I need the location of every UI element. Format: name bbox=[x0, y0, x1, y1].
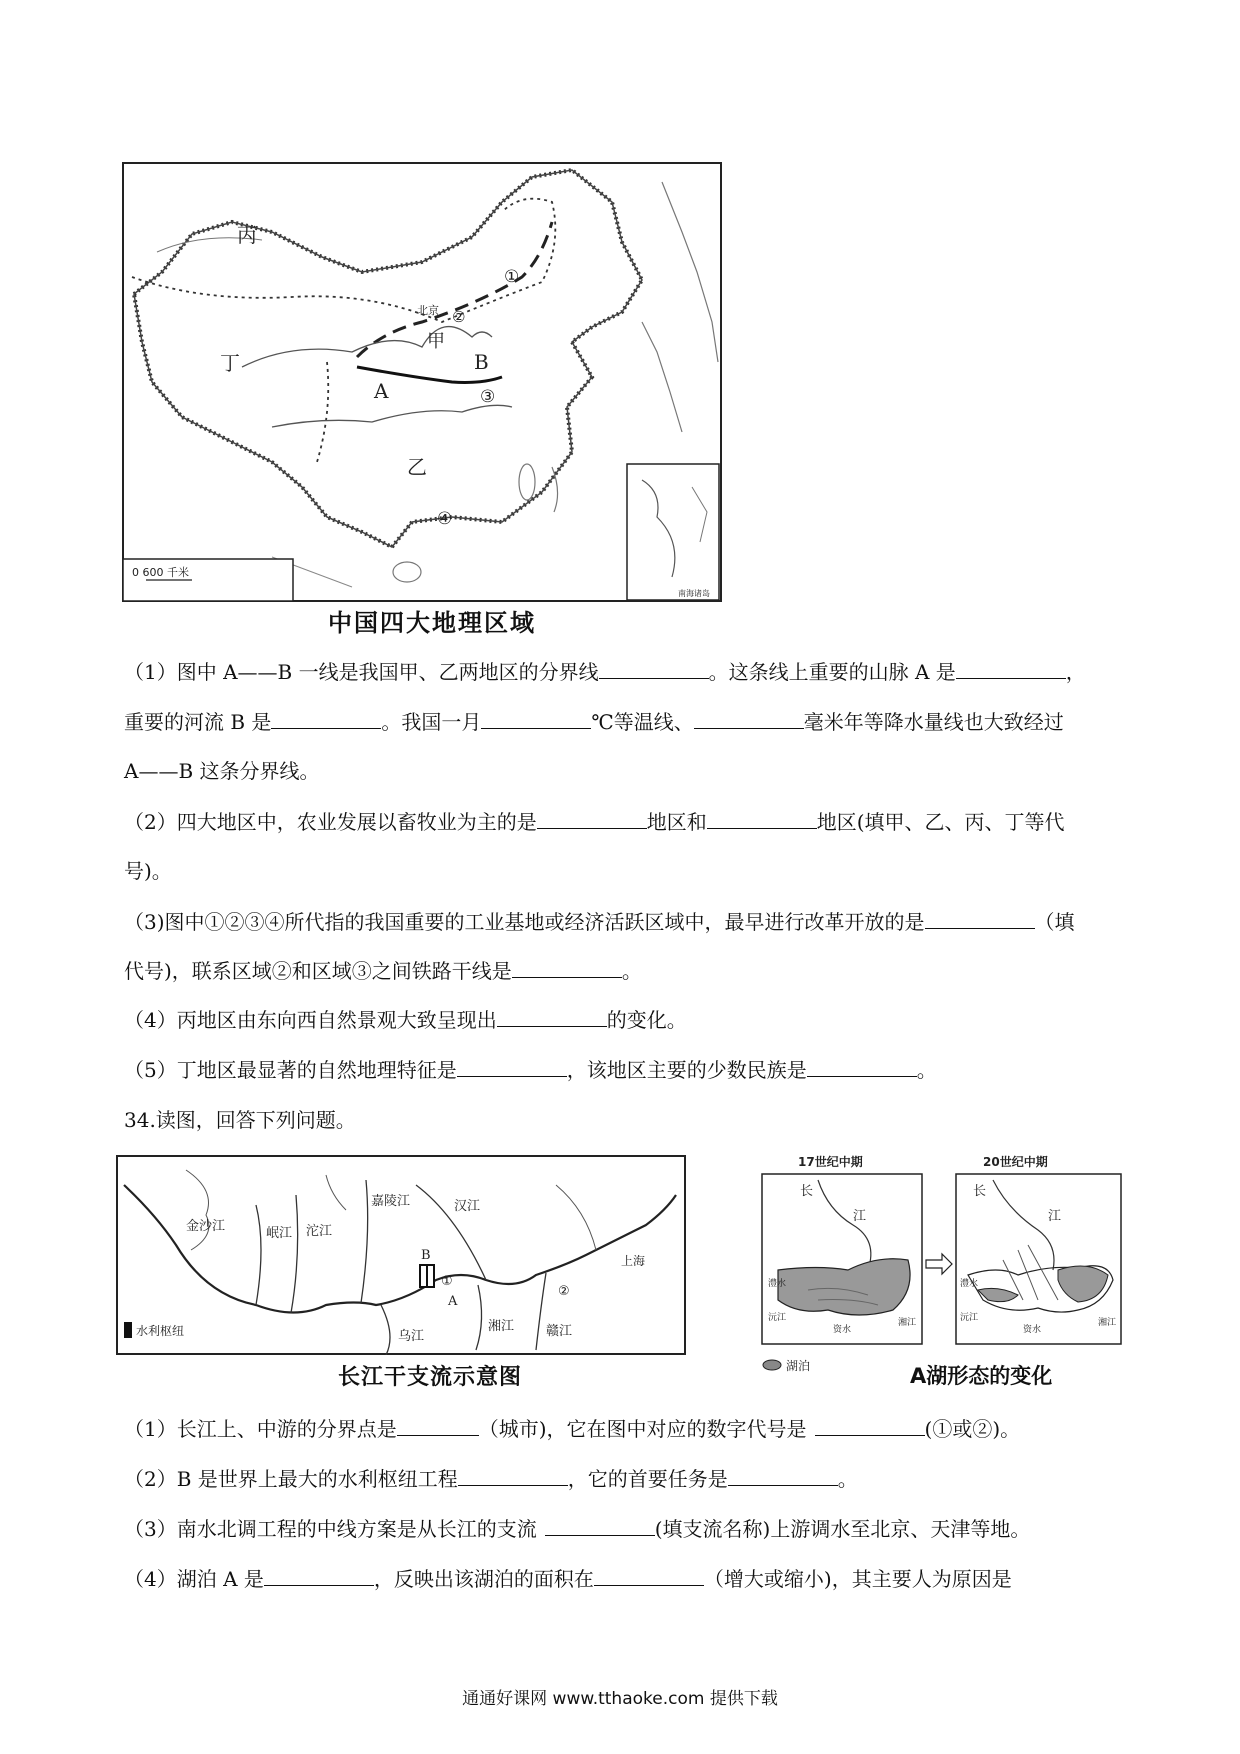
yangtze-map-caption: 长江干支流示意图 bbox=[338, 1365, 523, 1390]
blank-division-city[interactable] bbox=[397, 1415, 479, 1436]
yangtze-map bbox=[116, 1155, 686, 1355]
blank-tributary[interactable] bbox=[545, 1515, 655, 1536]
label-min: 岷江 bbox=[266, 1226, 293, 1241]
legend-dam: 水利枢纽 bbox=[136, 1324, 185, 1338]
footer: 通通好课网 www.tthaoke.com 提供下载 bbox=[462, 1689, 778, 1709]
label-circle-2: ② bbox=[558, 1284, 570, 1299]
blank-landscape-change[interactable] bbox=[497, 1006, 607, 1027]
lake-right-chang: 长 bbox=[973, 1184, 987, 1199]
label-circle-3: ③ bbox=[480, 387, 496, 407]
blank-mountain-a[interactable] bbox=[956, 658, 1066, 679]
blank-pastoral-1[interactable] bbox=[537, 808, 647, 829]
q33-part3-line1: （3)图中①②③④所代指的我国重要的工业基地或经济活跃区域中，最早进行改革开放的是 （填 bbox=[124, 910, 1075, 934]
q33-part4: （4）丙地区由东向西自然景观大致呈现出 的变化。 bbox=[124, 1008, 687, 1032]
lake-left-zi: 资水 bbox=[833, 1325, 852, 1335]
lake-right-yuan: 沅江 bbox=[960, 1313, 979, 1323]
lake-left-xiang: 湘江 bbox=[898, 1318, 917, 1328]
blank-railway[interactable] bbox=[512, 957, 622, 978]
label-dam-b: B bbox=[421, 1248, 431, 1263]
lake-comparison bbox=[758, 1150, 1128, 1380]
china-regions-map bbox=[122, 162, 722, 602]
label-xiang: 湘江 bbox=[488, 1319, 515, 1334]
q34-part4: （4）湖泊 A 是 ，反映出该湖泊的面积在 （增大或缩小)，其主要人为原因是 bbox=[124, 1567, 1012, 1591]
q33-part2-line1: （2）四大地区中，农业发展以畜牧业为主的是 地区和 地区(填甲、乙、丙、丁等代 bbox=[124, 810, 1065, 834]
lake-left-li: 澧水 bbox=[768, 1279, 787, 1289]
blank-reform-region[interactable] bbox=[925, 908, 1035, 929]
label-b: B bbox=[474, 350, 489, 374]
q33-part1-line3: A——B 这条分界线。 bbox=[124, 759, 320, 783]
lake-right-jiang: 江 bbox=[1048, 1209, 1062, 1224]
blank-lake-name[interactable] bbox=[264, 1565, 374, 1586]
label-circle-2: ② bbox=[452, 308, 466, 326]
blank-isotherm[interactable] bbox=[481, 708, 591, 729]
blank-dam-task[interactable] bbox=[728, 1465, 838, 1486]
map-scale: 0 600 千米 bbox=[132, 566, 189, 579]
lake-right-zi: 资水 bbox=[1023, 1325, 1042, 1335]
inset-label: 南海诸岛 bbox=[678, 589, 710, 598]
blank-dam-name[interactable] bbox=[458, 1465, 568, 1486]
q34-part2: （2）B 是世界上最大的水利枢纽工程 ，它的首要任务是 。 bbox=[124, 1467, 858, 1491]
lake-left-yuan: 沅江 bbox=[768, 1313, 787, 1323]
q34-title: 34.读图，回答下列问题。 bbox=[124, 1108, 356, 1132]
map1-caption: 中国四大地理区域 bbox=[328, 609, 536, 637]
label-lake-a: A bbox=[448, 1294, 458, 1309]
q34-part3: （3）南水北调工程的中线方案是从长江的支流 (填支流名称)上游调水至北京、天津等地。 bbox=[124, 1517, 1031, 1541]
label-yi: 乙 bbox=[407, 455, 427, 479]
label-circle-4: ④ bbox=[437, 509, 453, 529]
blank-pastoral-2[interactable] bbox=[707, 808, 817, 829]
lake-left-chang: 长 bbox=[800, 1184, 814, 1199]
q33-part1-line1: （1）图中 A——B 一线是我国甲、乙两地区的分界线 。这条线上重要的山脉 A 是 ， bbox=[124, 660, 1086, 684]
lake-legend: 湖泊 bbox=[786, 1359, 811, 1373]
blank-division-code[interactable] bbox=[815, 1415, 925, 1436]
blank-isohyet[interactable] bbox=[694, 708, 804, 729]
lake-left-jiang: 江 bbox=[853, 1209, 867, 1224]
label-jialing: 嘉陵江 bbox=[371, 1194, 411, 1209]
label-tuo: 沱江 bbox=[306, 1224, 333, 1239]
label-beijing: 北京 bbox=[417, 304, 439, 317]
lake-left-title: 17世纪中期 bbox=[798, 1155, 863, 1169]
blank-river-b[interactable] bbox=[271, 708, 381, 729]
label-circle-1: ① bbox=[504, 267, 520, 287]
q34-part1: （1）长江上、中游的分界点是 （城市)，它在图中对应的数字代号是 (①或②)。 bbox=[124, 1417, 1021, 1441]
q33-part3-line2: 代号)，联系区域②和区域③之间铁路干线是 。 bbox=[124, 959, 642, 983]
label-han: 汉江 bbox=[454, 1199, 481, 1214]
label-gan: 赣江 bbox=[546, 1324, 573, 1339]
label-jia: 甲 bbox=[427, 331, 445, 352]
label-ding: 丁 bbox=[220, 351, 240, 375]
lake-right-xiang: 湘江 bbox=[1098, 1318, 1117, 1328]
blank-feature[interactable] bbox=[457, 1056, 567, 1077]
label-bing: 丙 bbox=[237, 223, 257, 247]
blank-lake-area[interactable] bbox=[594, 1565, 704, 1586]
label-wu: 乌江 bbox=[398, 1329, 425, 1344]
label-a: A bbox=[374, 379, 389, 403]
label-jinsha: 金沙江 bbox=[186, 1219, 226, 1234]
lake-right-title: 20世纪中期 bbox=[983, 1155, 1048, 1169]
label-circle-1: ① bbox=[441, 1274, 453, 1289]
blank-minority[interactable] bbox=[807, 1056, 917, 1077]
lake-right-li: 澧水 bbox=[960, 1279, 979, 1289]
blank-boundary[interactable] bbox=[599, 658, 709, 679]
lake-caption: A湖形态的变化 bbox=[910, 1364, 1053, 1388]
q33-part2-line2: 号)。 bbox=[124, 859, 172, 883]
q33-part1-line2: 重要的河流 B 是 。我国一月 ℃等温线、 毫米年等降水量线也大致经过 bbox=[124, 710, 1064, 734]
q33-part5: （5）丁地区最显著的自然地理特征是 ，该地区主要的少数民族是 。 bbox=[124, 1058, 937, 1082]
label-shanghai: 上海 bbox=[621, 1254, 646, 1268]
